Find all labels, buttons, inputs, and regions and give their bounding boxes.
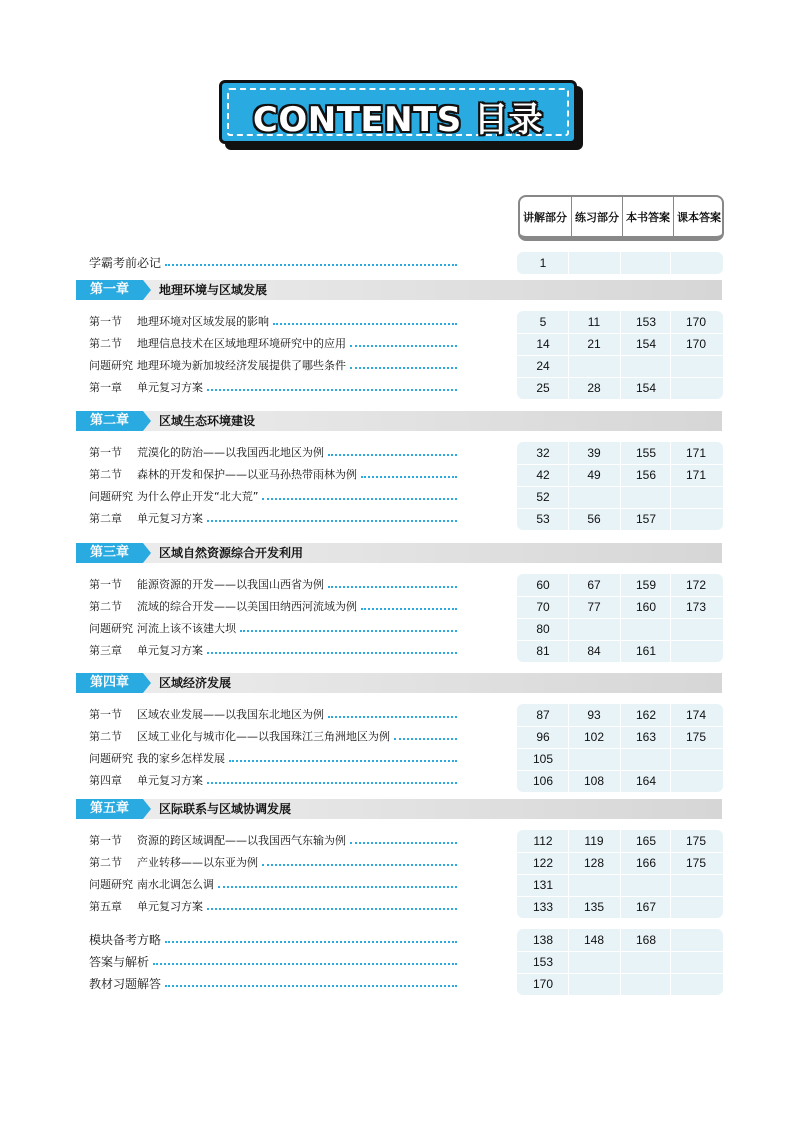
entry-label[interactable]	[89, 932, 161, 948]
page-number[interactable]: 5	[539, 315, 547, 329]
entry-title: 单元复习方案	[137, 774, 203, 787]
entry-label[interactable]	[89, 877, 214, 893]
dotted-leader	[328, 716, 457, 718]
page-number[interactable]	[670, 877, 722, 893]
page-number[interactable]: 60	[536, 578, 550, 592]
box-row-divider	[517, 748, 723, 749]
page-number[interactable]: 174	[685, 708, 707, 722]
page-number[interactable]: 93	[587, 708, 601, 722]
entry-section: 问题研究	[89, 622, 133, 635]
entry-label[interactable]	[89, 751, 225, 767]
entry-section: 第二节	[89, 856, 122, 869]
page-number[interactable]: 80	[536, 622, 550, 636]
chapter-bar[interactable]	[76, 411, 722, 431]
entry-section: 第二节	[89, 730, 122, 743]
entry-title: 单元复习方案	[137, 381, 203, 394]
chapter-title: 地理环境与区域发展	[159, 283, 268, 297]
page-number[interactable]: 24	[536, 359, 550, 373]
entry-title: 模块备考方略	[89, 933, 162, 947]
page-number[interactable]	[670, 358, 722, 374]
page-number[interactable]: 108	[583, 774, 605, 788]
entry-section: 第一节	[89, 446, 122, 459]
page-number[interactable]: 131	[532, 878, 554, 892]
page-number[interactable]: 171	[685, 446, 707, 460]
page-number[interactable]	[568, 358, 620, 374]
box-row-divider	[517, 377, 723, 378]
chapter-title: 区域自然资源综合开发利用	[159, 546, 304, 560]
box-row-divider	[517, 951, 723, 952]
entry-title: 单元复习方案	[137, 512, 203, 525]
dotted-leader	[240, 630, 457, 632]
dotted-leader	[218, 886, 457, 888]
page-number[interactable]: 138	[532, 933, 554, 947]
page-number[interactable]	[568, 751, 620, 767]
dotted-leader	[207, 908, 457, 910]
entry-label[interactable]	[89, 336, 346, 352]
page-number[interactable]: 96	[536, 730, 550, 744]
page-number[interactable]: 112	[533, 834, 553, 848]
entry-title: 学霸考前必记	[89, 256, 162, 270]
dotted-leader	[153, 963, 457, 965]
page-number[interactable]: 168	[635, 933, 657, 947]
dotted-leader	[207, 389, 457, 391]
entry-label[interactable]	[89, 511, 203, 527]
entry-title: 单元复习方案	[137, 644, 203, 657]
entry-section: 第二节	[89, 600, 122, 613]
page-number[interactable]	[670, 511, 722, 527]
entry-section: 第二章	[89, 512, 122, 525]
page-number[interactable]	[568, 976, 620, 992]
page-number[interactable]	[670, 899, 722, 915]
page-number[interactable]: 155	[635, 446, 657, 460]
entry-title: 单元复习方案	[137, 900, 203, 913]
entry-title: 能源资源的开发——以我国山西省为例	[137, 578, 324, 591]
chapter-title: 区际联系与区域协调发展	[159, 802, 292, 816]
dotted-leader	[262, 864, 457, 866]
entry-title: 流域的综合开发——以美国田纳西河流域为例	[137, 600, 357, 613]
entry-section: 第二节	[89, 337, 122, 350]
page-number[interactable]: 154	[635, 381, 657, 395]
page-number[interactable]: 172	[685, 578, 707, 592]
entry-section: 第一节	[89, 578, 122, 591]
page-number[interactable]	[620, 976, 672, 992]
entry-label[interactable]	[89, 833, 346, 849]
page-title: CONTENTS 目录	[252, 100, 544, 140]
box-row-divider	[517, 486, 723, 487]
entry-section: 第一节	[89, 834, 122, 847]
page-number[interactable]: 81	[536, 644, 550, 658]
entry-label[interactable]	[89, 643, 203, 659]
page-number[interactable]: 56	[587, 512, 601, 526]
entry-section: 第一节	[89, 708, 122, 721]
entry-section: 第一章	[89, 381, 122, 394]
entry-label[interactable]	[89, 954, 149, 970]
dotted-leader	[207, 652, 457, 654]
chapter-bar[interactable]	[76, 280, 722, 300]
page-number[interactable]: 173	[685, 600, 707, 614]
page-number[interactable]: 161	[635, 644, 657, 658]
entry-section: 第五章	[89, 900, 122, 913]
chapter-number-label: 第四章	[76, 673, 143, 693]
page-number[interactable]: 84	[587, 644, 601, 658]
page-number[interactable]: 25	[536, 381, 550, 395]
dotted-leader	[165, 264, 457, 266]
chapter-title: 区域经济发展	[159, 676, 232, 690]
page-number[interactable]	[670, 954, 722, 970]
page-number[interactable]	[620, 255, 672, 271]
page-number[interactable]	[568, 489, 620, 505]
page-number[interactable]	[670, 932, 722, 948]
entry-label[interactable]	[89, 899, 203, 915]
dotted-leader	[165, 985, 457, 987]
entry-label[interactable]	[89, 358, 346, 374]
entry-title: 地理环境对区域发展的影响	[137, 315, 269, 328]
dotted-leader	[361, 608, 457, 610]
page-number[interactable]: 128	[583, 856, 605, 870]
page-number[interactable]: 105	[532, 752, 554, 766]
entry-title: 资源的跨区域调配——以我国西气东输为例	[137, 834, 346, 847]
page-number[interactable]	[568, 621, 620, 637]
dotted-leader	[361, 476, 457, 478]
page-number[interactable]	[620, 954, 672, 970]
page-number[interactable]: 167	[635, 900, 657, 914]
page-number[interactable]	[670, 255, 722, 271]
page-number[interactable]	[620, 751, 672, 767]
dotted-leader	[273, 323, 457, 325]
dotted-leader	[350, 345, 457, 347]
entry-title: 南水北调怎么调	[137, 878, 214, 891]
page-number[interactable]: 135	[583, 900, 605, 914]
entry-label[interactable]	[89, 467, 357, 483]
entry-title: 产业转移——以东亚为例	[137, 856, 258, 869]
entry-title: 地理信息技术在区域地理环境研究中的应用	[137, 337, 346, 350]
page-number[interactable]: 170	[685, 315, 707, 329]
entry-label[interactable]	[89, 314, 269, 330]
dotted-leader	[350, 367, 457, 369]
page-number[interactable]	[670, 643, 722, 659]
box-row-divider	[517, 770, 723, 771]
page-number[interactable]	[670, 489, 722, 505]
page-number[interactable]: 42	[536, 468, 550, 482]
page-number[interactable]: 52	[536, 490, 550, 504]
page-number[interactable]	[620, 621, 672, 637]
box-row-divider	[517, 874, 723, 875]
page-number[interactable]: 70	[536, 600, 550, 614]
dotted-leader	[394, 738, 457, 740]
page-number[interactable]	[620, 358, 672, 374]
entry-label[interactable]	[89, 577, 324, 593]
page-number[interactable]: 156	[635, 468, 657, 482]
page-number[interactable]: 133	[532, 900, 554, 914]
page-number[interactable]: 170	[685, 337, 707, 351]
dotted-leader	[328, 454, 457, 456]
entry-section: 问题研究	[89, 359, 133, 372]
entry-label[interactable]	[89, 489, 258, 505]
page-number[interactable]	[620, 489, 672, 505]
entry-title: 地理环境为新加坡经济发展提供了哪些条件	[137, 359, 346, 372]
entry-section: 问题研究	[89, 490, 133, 503]
page-number[interactable]: 11	[587, 315, 601, 329]
page-number[interactable]: 102	[583, 730, 605, 744]
entry-title: 区域工业化与城市化——以我国珠江三角洲地区为例	[137, 730, 390, 743]
entry-label[interactable]	[89, 599, 357, 615]
page-number[interactable]: 175	[685, 730, 707, 744]
page-number[interactable]: 119	[584, 834, 604, 848]
page-number[interactable]: 159	[635, 578, 657, 592]
entry-section: 第四章	[89, 774, 122, 787]
entry-label[interactable]	[89, 976, 161, 992]
dotted-leader	[229, 760, 457, 762]
entry-section: 第三章	[89, 644, 122, 657]
chapter-number-label: 第三章	[76, 543, 143, 563]
page-number[interactable]: 53	[536, 512, 550, 526]
page-number[interactable]: 14	[536, 337, 550, 351]
entry-title: 为什么停止开发“北大荒”	[137, 490, 259, 503]
chapter-number-label: 第一章	[76, 280, 143, 300]
page-number[interactable]: 148	[583, 933, 605, 947]
page-number[interactable]	[568, 255, 620, 271]
box-row-divider	[517, 896, 723, 897]
entry-title: 河流上该不该建大坝	[137, 622, 236, 635]
chapter-title: 区域生态环境建设	[159, 414, 256, 428]
entry-title: 森林的开发和保护——以亚马孙热带雨林为例	[137, 468, 357, 481]
entry-section: 第一节	[89, 315, 122, 328]
dotted-leader	[328, 586, 457, 588]
column-header-book-answers: 本书答案	[626, 211, 670, 224]
box-row-divider	[517, 596, 723, 597]
entry-label[interactable]	[89, 707, 324, 723]
entry-title: 教材习题解答	[89, 977, 162, 991]
page-number[interactable]: 175	[685, 834, 707, 848]
title-banner	[219, 80, 577, 144]
entry-section: 问题研究	[89, 752, 133, 765]
page-number[interactable]	[670, 621, 722, 637]
chapter-bar[interactable]	[76, 543, 722, 563]
page-number[interactable]: 166	[635, 856, 657, 870]
page-number[interactable]: 157	[635, 512, 657, 526]
page-number[interactable]: 153	[635, 315, 657, 329]
page-number[interactable]	[670, 380, 722, 396]
page-number[interactable]: 87	[536, 708, 550, 722]
page-number[interactable]: 106	[532, 774, 554, 788]
entry-label[interactable]	[89, 445, 324, 461]
box-row-divider	[517, 973, 723, 974]
chapter-bar[interactable]	[76, 799, 722, 819]
page-number[interactable]: 122	[532, 856, 554, 870]
page-number[interactable]: 39	[587, 446, 601, 460]
chapter-number-label: 第二章	[76, 411, 143, 431]
box-row-divider	[517, 508, 723, 509]
dotted-leader	[207, 782, 457, 784]
page-number[interactable]: 28	[587, 381, 601, 395]
dotted-leader	[207, 520, 457, 522]
entry-title: 区域农业发展——以我国东北地区为例	[137, 708, 324, 721]
entry-label[interactable]	[89, 729, 390, 745]
page-number[interactable]: 170	[532, 977, 554, 991]
page-number[interactable]: 164	[635, 774, 657, 788]
page-number[interactable]: 49	[587, 468, 601, 482]
page-number[interactable]	[620, 877, 672, 893]
box-row-divider	[517, 726, 723, 727]
page-number[interactable]: 21	[587, 337, 601, 351]
entry-label[interactable]	[89, 773, 203, 789]
page-number[interactable]	[568, 877, 620, 893]
box-row-divider	[517, 618, 723, 619]
entry-label[interactable]	[89, 855, 258, 871]
column-header-practice: 练习部分	[575, 211, 619, 224]
column-header-tab	[518, 195, 724, 241]
box-row-divider	[517, 640, 723, 641]
page-number[interactable]: 171	[685, 468, 707, 482]
entry-label[interactable]	[89, 255, 161, 271]
entry-section: 第二节	[89, 468, 122, 481]
entry-label[interactable]	[89, 380, 203, 396]
entry-label[interactable]	[89, 621, 236, 637]
dotted-leader	[165, 941, 457, 943]
entry-title: 答案与解析	[89, 955, 150, 969]
dotted-leader	[262, 498, 457, 500]
box-row-divider	[517, 852, 723, 853]
column-header-lecture: 讲解部分	[523, 211, 567, 224]
page-number[interactable]: 77	[587, 600, 601, 614]
page-number[interactable]	[670, 976, 722, 992]
entry-title: 荒漠化的防治——以我国西北地区为例	[137, 446, 324, 459]
box-row-divider	[517, 333, 723, 334]
page-number[interactable]: 153	[532, 955, 554, 969]
page-number[interactable]: 160	[635, 600, 657, 614]
column-header-textbook-answers: 课本答案	[677, 211, 721, 224]
page-number[interactable]: 67	[587, 578, 601, 592]
page-number[interactable]: 32	[536, 446, 550, 460]
box-row-divider	[517, 355, 723, 356]
page-number[interactable]	[670, 751, 722, 767]
page-number[interactable]: 1	[539, 256, 547, 270]
entry-section: 问题研究	[89, 878, 133, 891]
box-row-divider	[517, 464, 723, 465]
chapter-bar[interactable]	[76, 673, 722, 693]
page-number[interactable]: 175	[685, 856, 707, 870]
page-number[interactable]: 162	[635, 708, 657, 722]
page-number[interactable]: 165	[635, 834, 657, 848]
dotted-leader	[350, 842, 457, 844]
page-number[interactable]	[670, 773, 722, 789]
page-number[interactable]: 154	[635, 337, 657, 351]
page-number[interactable]: 163	[635, 730, 657, 744]
page-number[interactable]	[568, 954, 620, 970]
chapter-number-label: 第五章	[76, 799, 143, 819]
entry-title: 我的家乡怎样发展	[137, 752, 225, 765]
